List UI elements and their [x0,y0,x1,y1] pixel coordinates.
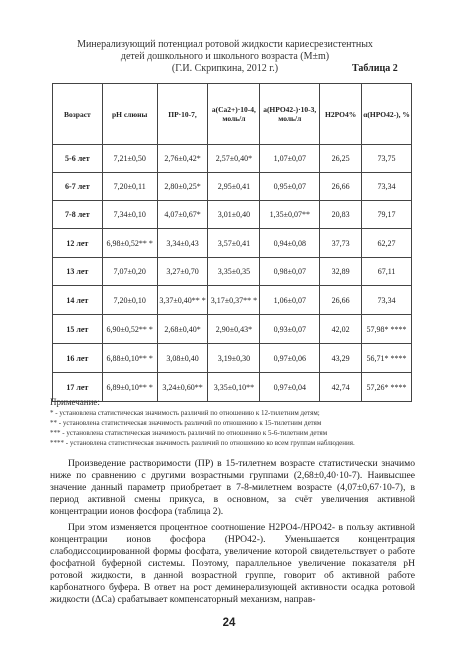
cell: 7,20±0,10 [102,286,157,315]
cell: 32,89 [320,258,362,286]
cell: 2,90±0,43* [208,315,260,344]
cell: 57,26* **** [362,373,412,402]
cell: 20,83 [320,201,362,229]
cell: 37,73 [320,229,362,258]
cell: 6,98±0,52** * [102,229,157,258]
cell: 3,57±0,41 [208,229,260,258]
paragraph: Произведение растворимости (ПР) в 15-тилетнем возрасте статистически значимо ниже по сравнению с другими возрастными группами (2,68±0,40·10-7). Наивысшее значение данный параметр приобретает в 7-8-милетнем возрасте (4,07±0,67·10-7), в период активной смены прикуса, в основном, за счёт увеличения активной концентрации ионов фосфора (таблица 2). [50,458,415,517]
note-item: * - установлена статистическая значимость различий по отношению к 12-тилетним детям; [50,409,320,417]
header-ph: рН слюны [102,84,157,145]
cell: 6,90±0,52** * [102,315,157,344]
cell: 79,17 [362,201,412,229]
note-item: **** - установлена статистическая значимость различий по отношению ко всем группам наблюдения. [50,439,355,447]
table-header-row [53,84,412,145]
cell: 0,94±0,08 [260,229,320,258]
cell: 2,95±0,41 [208,173,260,201]
cell: 56,71* **** [362,344,412,373]
cell: 0,95±0,07 [260,173,320,201]
cell: 26,25 [320,145,362,173]
cell-age: 17 лет [53,373,103,402]
title-line-3: (Г.И. Скрипкина, 2012 г.) [171,63,279,74]
cell: 3,35±0,35 [208,258,260,286]
page-number: 24 [222,617,236,629]
cell: 7,20±0,11 [102,173,157,201]
table-row [53,145,412,173]
header-alpha-hpo4: α(HPO42-), % [362,84,412,145]
header-h2po4: H2PO4% [320,84,362,145]
cell-age: 5-6 лет [53,145,103,173]
cell: 1,07±0,07 [260,145,320,173]
cell: 57,98* **** [362,315,412,344]
cell: 3,27±0,70 [157,258,208,286]
cell: 6,89±0,10** * [102,373,157,402]
cell: 3,08±0,40 [157,344,208,373]
cell: 3,01±0,40 [208,201,260,229]
cell: 3,35±0,10** [208,373,260,402]
header-a-hpo4: a(HPO42-)·10-3, моль/л [260,84,320,145]
cell: 62,27 [362,229,412,258]
cell: 7,21±0,50 [102,145,157,173]
table-row [53,258,412,286]
cell-age: 12 лет [53,229,103,258]
cell: 3,17±0,37** * [208,286,260,315]
table-title [60,39,390,75]
table-row [53,173,412,201]
cell-age: 16 лет [53,344,103,373]
header-a-ca: a(Ca2+)·10-4, моль/л [208,84,260,145]
cell: 73,34 [362,173,412,201]
cell-age: 7-8 лет [53,201,103,229]
cell: 42,02 [320,315,362,344]
note-item: ** - установлена статистическая значимость различий по отношению к 15-тилетним детям [50,419,322,427]
cell: 3,19±0,30 [208,344,260,373]
cell-age: 15 лет [53,315,103,344]
table-row [53,344,412,373]
cell: 1,06±0,07 [260,286,320,315]
cell: 3,24±0,60** [157,373,208,402]
cell: 2,80±0,25* [157,173,208,201]
data-table [52,83,412,402]
cell: 7,07±0,20 [102,258,157,286]
paragraph: При этом изменяется процентное соотношение H2PO4-/HPO42- в пользу активной концентрации ионов фосфора (HPO42-). Уменьшается концентрация слабодиссоциированной формы фосфата, увеличение которой свидетельствует о работе фосфатной буферной системы. Поэтому, параллельное увеличение показателя рН ротовой жидкости, в данной возрастной группе, говорит об активной работе карбонатного буфера. В ответ на рост деминерализующей активности осадка ротовой жидкости (ΔCa) срабатывает компенсаторный механизм, направ- [50,522,415,605]
cell: 43,29 [320,344,362,373]
cell: 2,68±0,40* [157,315,208,344]
cell: 2,57±0,40* [208,145,260,173]
cell: 26,66 [320,286,362,315]
cell-age: 13 лет [53,258,103,286]
table-row [53,286,412,315]
cell: 3,34±0,43 [157,229,208,258]
cell-age: 14 лет [53,286,103,315]
table-row [53,229,412,258]
title-line-2: детей дошкольного и школьного возраста (M±m) [120,51,330,62]
cell: 0,97±0,06 [260,344,320,373]
cell: 1,35±0,07** [260,201,320,229]
cell: 42,74 [320,373,362,402]
title-line-1: Минерализующий потенциал ротовой жидкости кариесрезистентных [77,39,373,50]
cell: 4,07±0,67* [157,201,208,229]
table-row [53,315,412,344]
header-pr: ПР·10-7, [157,84,208,145]
header-age: Возраст [53,84,103,145]
cell: 0,97±0,04 [260,373,320,402]
table-label: Таблица 2 [352,63,398,74]
cell: 6,88±0,10** * [102,344,157,373]
body-text [50,458,415,610]
cell: 73,75 [362,145,412,173]
cell: 7,34±0,10 [102,201,157,229]
cell: 73,34 [362,286,412,315]
cell-age: 6-7 лет [53,173,103,201]
notes-heading: Примечание: [50,397,100,407]
cell: 67,11 [362,258,412,286]
note-item: *** - установлена статистическая значимость различий по отношению к 5-6-тилетним детям [50,429,328,437]
cell: 0,98±0,07 [260,258,320,286]
table-row [53,201,412,229]
cell: 0,93±0,07 [260,315,320,344]
table-notes [50,397,420,448]
cell: 2,76±0,42* [157,145,208,173]
cell: 3,37±0,40** * [157,286,208,315]
cell: 26,66 [320,173,362,201]
